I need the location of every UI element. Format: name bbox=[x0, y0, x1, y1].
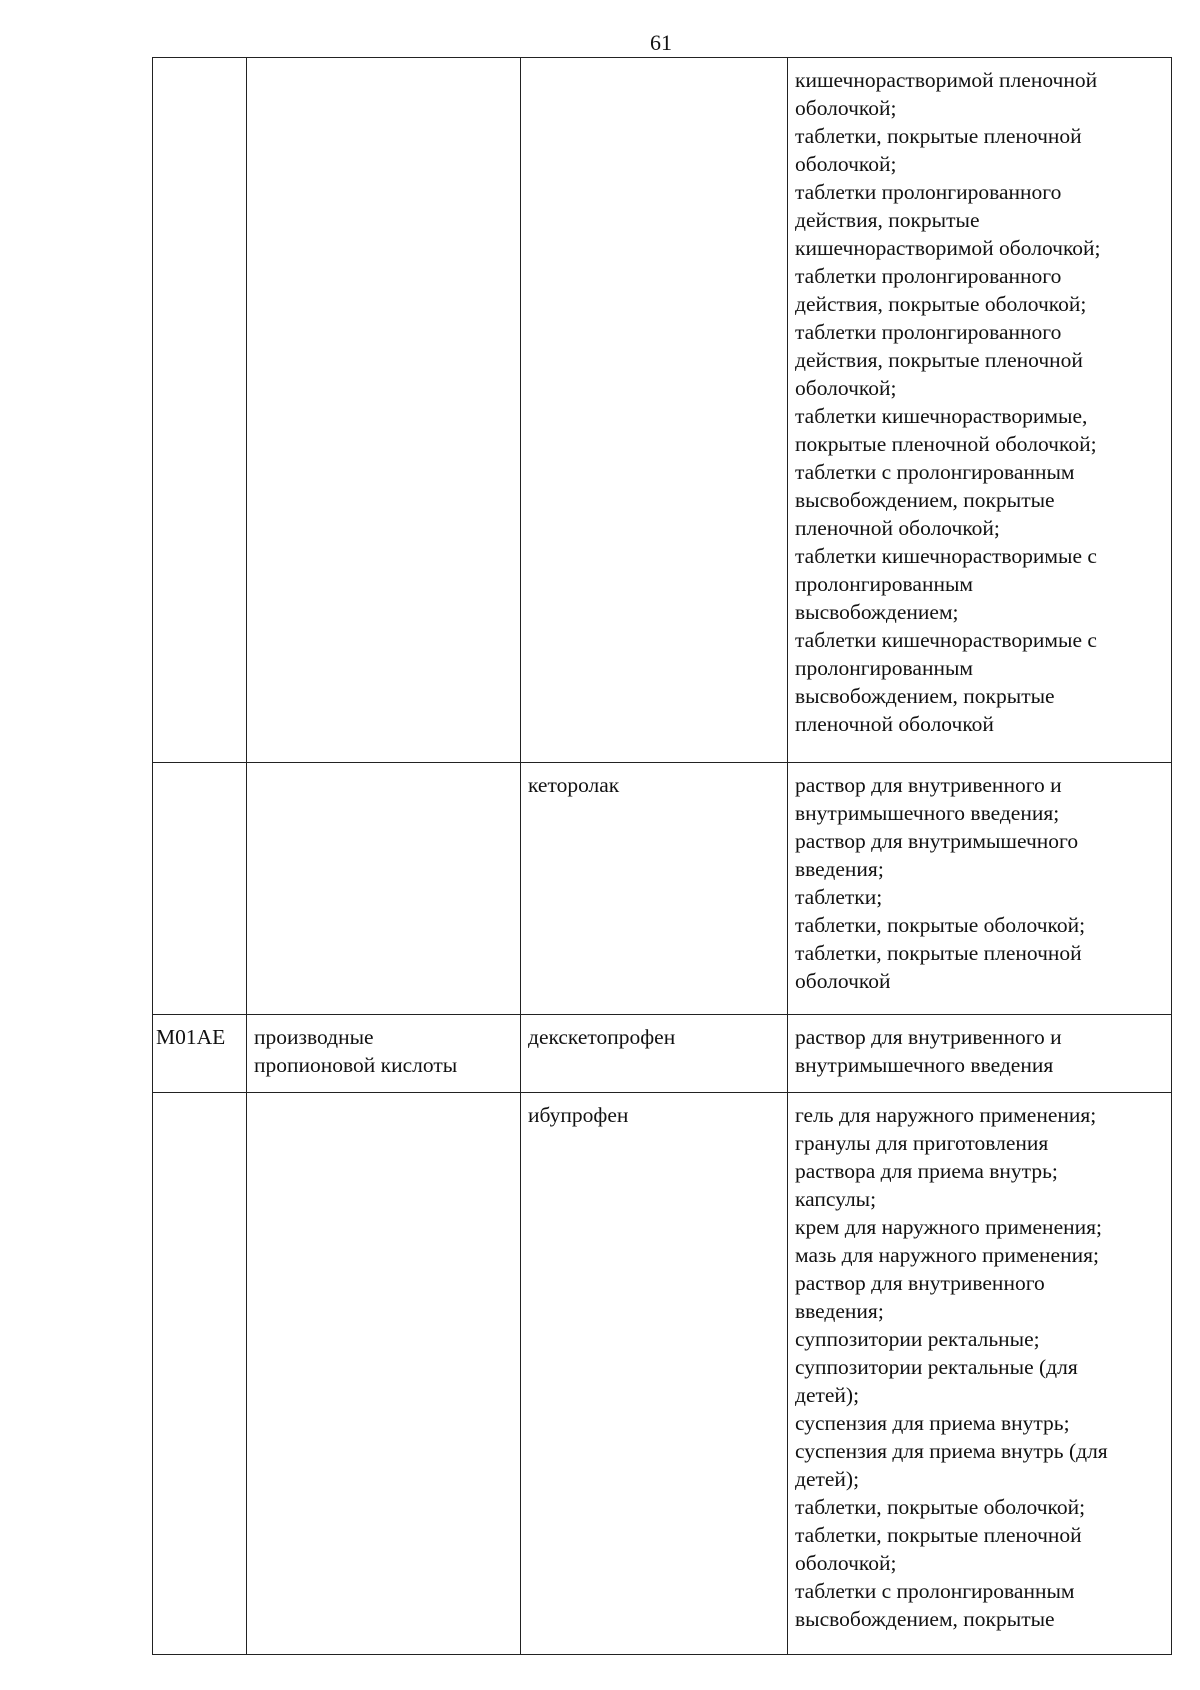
dosage-form-line: суспензия для приема внутрь (для bbox=[795, 1439, 1108, 1463]
dosage-form-line: таблетки с пролонгированным bbox=[795, 460, 1075, 484]
group-name-cell bbox=[247, 763, 521, 1015]
dosage-form-line: таблетки с пролонгированным bbox=[795, 1579, 1075, 1603]
group-name-line: пропионовой кислоты bbox=[254, 1053, 458, 1077]
dosage-form-line: оболочкой; bbox=[795, 152, 897, 176]
dosage-form-line: таблетки, покрытые оболочкой; bbox=[795, 913, 1086, 937]
dosage-form-line: внутримышечного введения; bbox=[795, 801, 1060, 825]
dosage-form-line: таблетки пролонгированного bbox=[795, 320, 1062, 344]
dosage-form-line: оболочкой; bbox=[795, 376, 897, 400]
drug-name-cell: декскетопрофен bbox=[521, 1015, 788, 1093]
group-name-line: производные bbox=[254, 1025, 374, 1049]
dosage-form-line: высвобождением, покрытые bbox=[795, 488, 1055, 512]
dosage-form-line: раствор для внутривенного и bbox=[795, 773, 1062, 797]
dosage-form-line: оболочкой bbox=[795, 969, 891, 993]
dosage-form-line: введения; bbox=[795, 1299, 884, 1323]
atc-code-cell bbox=[153, 1093, 247, 1655]
dosage-form-line: капсулы; bbox=[795, 1187, 877, 1211]
dosage-form-line: высвобождением; bbox=[795, 600, 959, 624]
drug-name-cell: кеторолак bbox=[521, 763, 788, 1015]
dosage-form-line: таблетки, покрытые пленочной bbox=[795, 124, 1082, 148]
table-row bbox=[153, 58, 1172, 763]
dosage-form-line: оболочкой; bbox=[795, 96, 897, 120]
dosage-form-line: раствор для внутривенного и bbox=[795, 1025, 1062, 1049]
dosage-form-line: таблетки пролонгированного bbox=[795, 180, 1062, 204]
drug-name-cell: ибупрофен bbox=[521, 1093, 788, 1655]
dosage-forms-cell bbox=[788, 763, 1172, 1015]
dosage-forms-cell bbox=[788, 1015, 1172, 1093]
dosage-form-line: высвобождением, покрытые bbox=[795, 1607, 1055, 1631]
dosage-form-line: таблетки, покрытые пленочной bbox=[795, 941, 1082, 965]
dosage-form-line: высвобождением, покрытые bbox=[795, 684, 1055, 708]
dosage-form-line: введения; bbox=[795, 857, 884, 881]
dosage-form-line: действия, покрытые пленочной bbox=[795, 348, 1083, 372]
dosage-form-line: детей); bbox=[795, 1383, 860, 1407]
dosage-form-line: действия, покрытые оболочкой; bbox=[795, 292, 1087, 316]
dosage-form-line: таблетки пролонгированного bbox=[795, 264, 1062, 288]
dosage-forms-cell bbox=[788, 1093, 1172, 1655]
group-name-cell bbox=[247, 1093, 521, 1655]
dosage-form-line: таблетки, покрытые пленочной bbox=[795, 1523, 1082, 1547]
dosage-form-line: детей); bbox=[795, 1467, 860, 1491]
atc-code-cell: M01AE bbox=[153, 1015, 247, 1093]
dosage-form-line: кишечнорастворимой пленочной bbox=[795, 68, 1098, 92]
dosage-form-line: пролонгированным bbox=[795, 656, 974, 680]
dosage-form-line: таблетки; bbox=[795, 885, 883, 909]
atc-code-cell bbox=[153, 763, 247, 1015]
dosage-form-line: раствор для внутривенного bbox=[795, 1271, 1045, 1295]
dosage-form-line: суспензия для приема внутрь; bbox=[795, 1411, 1070, 1435]
group-name-cell bbox=[247, 58, 521, 763]
dosage-form-line: гранулы для приготовления bbox=[795, 1131, 1049, 1155]
dosage-form-line: суппозитории ректальные (для bbox=[795, 1355, 1078, 1379]
drug-name-cell bbox=[521, 58, 788, 763]
atc-code-cell bbox=[153, 58, 247, 763]
table-row bbox=[153, 763, 1172, 1015]
dosage-form-line: мазь для наружного применения; bbox=[795, 1243, 1099, 1267]
dosage-form-line: пленочной оболочкой bbox=[795, 712, 994, 736]
dosage-form-line: пролонгированным bbox=[795, 572, 974, 596]
page-number: 61 bbox=[650, 30, 672, 55]
dosage-form-line: пленочной оболочкой; bbox=[795, 516, 1000, 540]
dosage-form-line: таблетки кишечнорастворимые, bbox=[795, 404, 1088, 428]
dosage-form-line: таблетки кишечнорастворимые с bbox=[795, 544, 1097, 568]
dosage-form-line: раствор для внутримышечного bbox=[795, 829, 1079, 853]
dosage-form-line: покрытые пленочной оболочкой; bbox=[795, 432, 1097, 456]
drug-table bbox=[152, 57, 1172, 1655]
dosage-form-line: кишечнорастворимой оболочкой; bbox=[795, 236, 1101, 260]
dosage-form-line: действия, покрытые bbox=[795, 208, 980, 232]
dosage-form-line: крем для наружного применения; bbox=[795, 1215, 1102, 1239]
table-row bbox=[153, 1093, 1172, 1655]
dosage-form-line: гель для наружного применения; bbox=[795, 1103, 1097, 1127]
dosage-forms-cell bbox=[788, 58, 1172, 763]
table-row bbox=[153, 1015, 1172, 1093]
dosage-form-line: суппозитории ректальные; bbox=[795, 1327, 1040, 1351]
dosage-form-line: таблетки кишечнорастворимые с bbox=[795, 628, 1097, 652]
dosage-form-line: внутримышечного введения bbox=[795, 1053, 1054, 1077]
dosage-form-line: оболочкой; bbox=[795, 1551, 897, 1575]
dosage-form-line: раствора для приема внутрь; bbox=[795, 1159, 1058, 1183]
group-name-cell bbox=[247, 1015, 521, 1093]
dosage-form-line: таблетки, покрытые оболочкой; bbox=[795, 1495, 1086, 1519]
